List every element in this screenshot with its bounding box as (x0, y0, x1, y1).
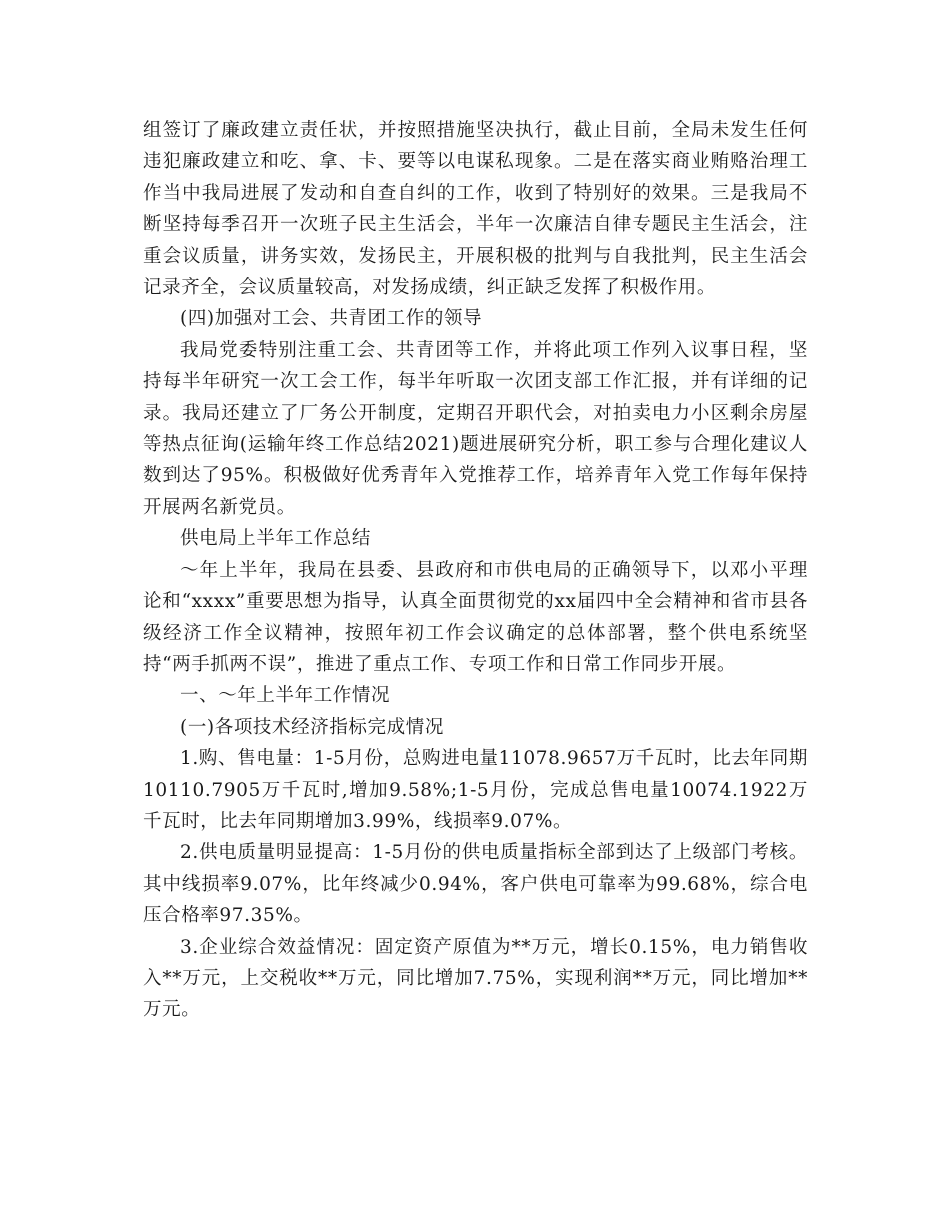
section-heading-4: (四)加强对工会、共青团工作的领导 (180, 308, 483, 330)
document-title: 供电局上半年工作总结 (180, 528, 372, 550)
paragraph: 我局党委特别注重工会、共青团等工作，并将此项工作列入议事日程，坚持每半年研究一次工会工作，每半年听取一次团支部工作汇报，并有详细的记录。我局还建立了厂务公开制度，定期召开职代会，对拍卖电力小区剩余房屋等热点征询(运输年终工作总结2021)题进展研究分析，职工参与合理化建议人数到达了95%。积极做好优秀青年入党推荐工作，培养青年入党工作每年保持开展两名新党员。 (143, 339, 808, 518)
paragraph-continuation: 组签订了廉政建立责任状，并按照措施坚决执行，截止目前，全局未发生任何违犯廉政建立和吃、拿、卡、要等以电谋私现象。二是在落实商业贿赂治理工作当中我局进展了发动和自查自纠的工作，收到了特别好的效果。三是我局不断坚持每季召开一次班子民主生活会，半年一次廉洁自律专题民主生活会，注重会议质量，讲务实效，发扬民主，开展积极的批判与自我批判，民主生活会记录齐全，会议质量较高，对发扬成绩，纠正缺乏发挥了积极作用。 (143, 120, 808, 299)
paragraph: ～年上半年，我局在县委、县政府和市供电局的正确领导下，以邓小平理论和“xxxx”重要思想为指导，认真全面贯彻党的xx届四中全会精神和省市县各级经济工作全议精神，按照年初工作会议确定的总体部署，整个供电系统坚持“两手抓两不误”，推进了重点工作、专项工作和日常工作同步开展。 (143, 559, 808, 675)
section-heading-1: 一、～年上半年工作情况 (180, 685, 391, 707)
list-item: 3.企业综合效益情况：固定资产原值为**万元，增长0.15%，电力销售收入**万元，上交税收**万元，同比增加7.75%，实现利润**万元，同比增加**万元。 (143, 936, 808, 1021)
list-item: 1.购、售电量：1-5月份，总购进电量11078.9657万千瓦时，比去年同期10110.7905万千瓦时,增加9.58%;1-5月份，完成总售电量10074.1922万千瓦时，比去年同期增加3.99%，线损率9.07%。 (143, 748, 808, 832)
subsection-heading-1: (一)各项技术经济指标完成情况 (180, 716, 444, 738)
document-body (143, 115, 808, 1026)
list-item: 2.供电质量明显提高：1-5月份的供电质量指标全部到达了上级部门考核。其中线损率9.07%，比年终减少0.94%，客户供电可靠率为99.68%，综合电压合格率97.35%。 (143, 842, 808, 927)
